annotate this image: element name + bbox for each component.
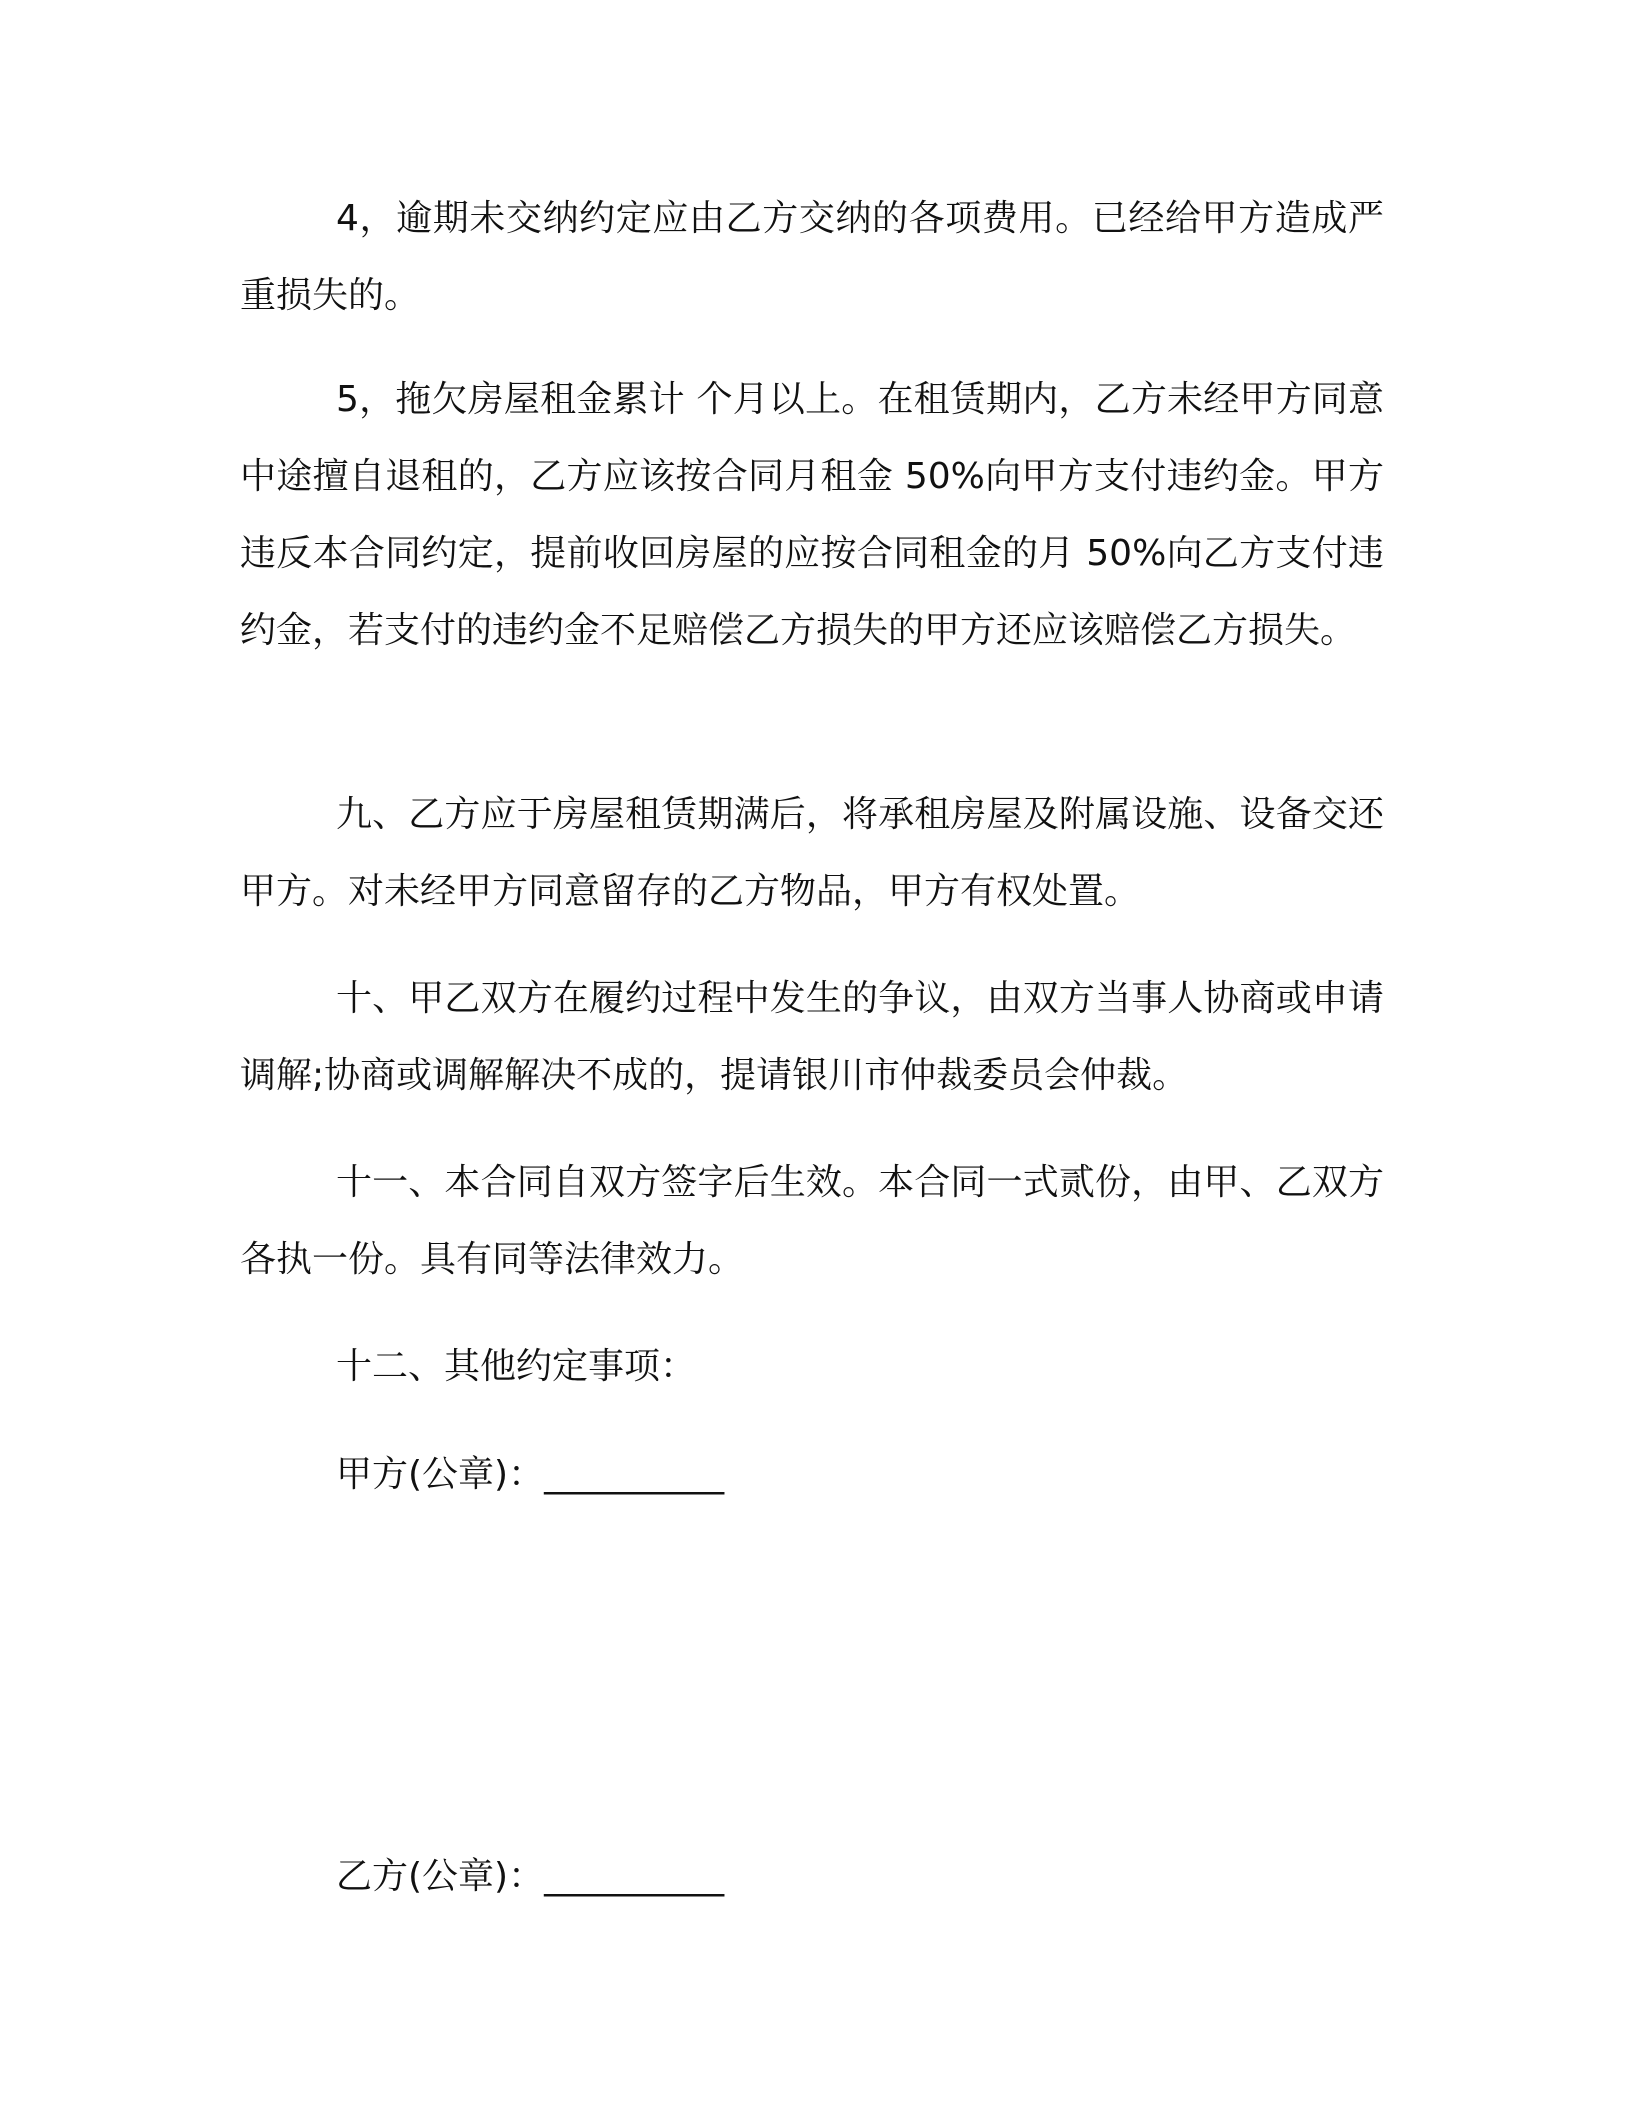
party-b-signature-line: 乙方(公章)：__________ <box>336 1856 725 1897</box>
document-page <box>240 0 1384 2112</box>
clause-5-rent-arrears-penalty: 5，拖欠房屋租金累计 个月以上。在租赁期内，乙方未经甲方同意中途擅自退租的，乙方应该按合同月租金 50%向甲方支付违约金。甲方违反本合同约定，提前收回房屋的应按合同租金的月 50%向乙方支付违约金，若支付的违约金不足赔偿乙方损失的甲方还应该赔偿乙方损失。 <box>240 379 1384 651</box>
clause-12-other-matters: 十二、其他约定事项： <box>336 1346 697 1387</box>
party-a-signature-line: 甲方(公章)：__________ <box>336 1454 725 1495</box>
clause-11-effectiveness: 十一、本合同自双方签字后生效。本合同一式贰份，由甲、乙双方各执一份。具有同等法律效力。 <box>240 1162 1384 1280</box>
clause-10-dispute-resolution: 十、甲乙双方在履约过程中发生的争议，由双方当事人协商或申请调解;协商或调解解决不成的，提请银川市仲裁委员会仲裁。 <box>240 978 1384 1096</box>
clause-9-return-premises: 九、乙方应于房屋租赁期满后，将承租房屋及附属设施、设备交还甲方。对未经甲方同意留存的乙方物品，甲方有权处置。 <box>240 794 1384 912</box>
clause-4-overdue-fees: 4，逾期未交纳约定应由乙方交纳的各项费用。已经给甲方造成严重损失的。 <box>240 198 1384 316</box>
